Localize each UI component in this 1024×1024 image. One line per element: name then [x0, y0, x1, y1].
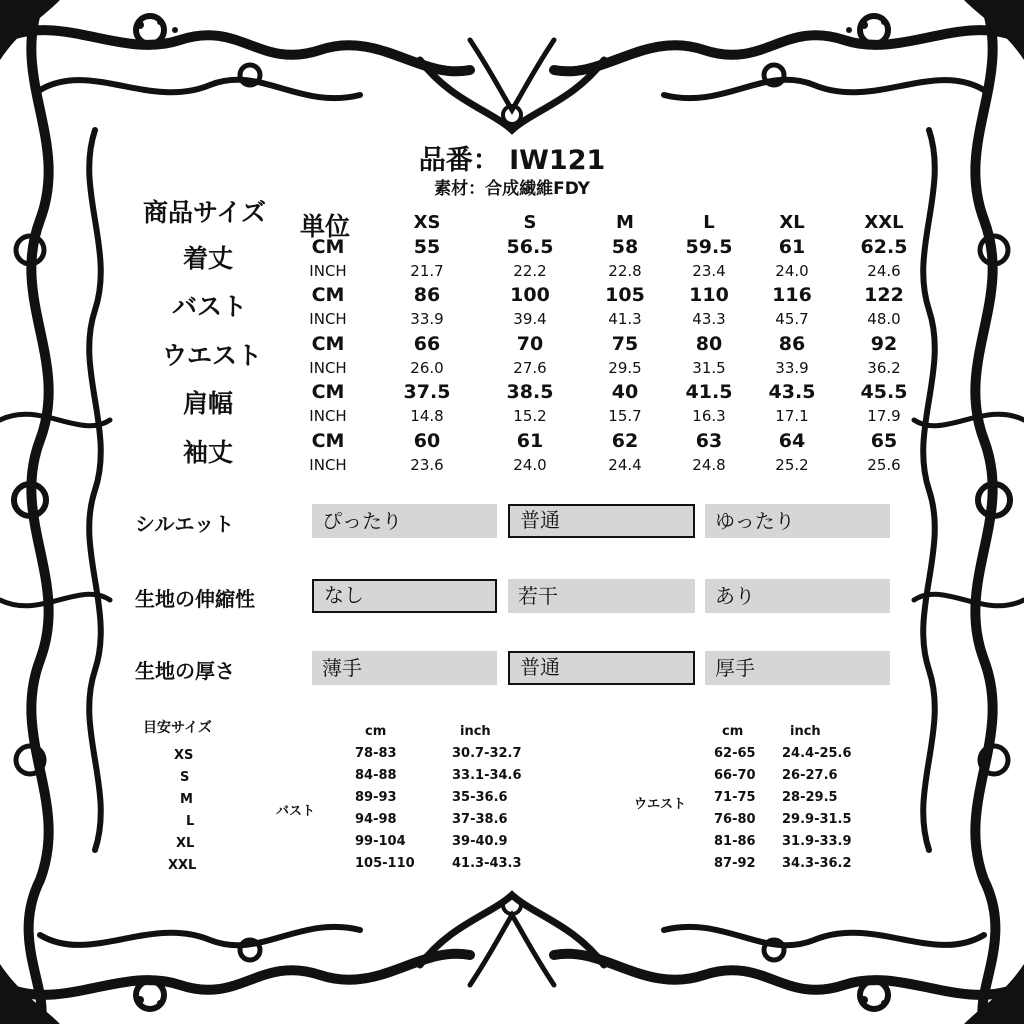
bust-cm-header: cm: [365, 724, 387, 739]
unit-inch-label: INCH: [309, 310, 347, 328]
cm-value: 55: [413, 236, 441, 258]
reference-value: 81-86: [714, 834, 756, 849]
inch-value: 15.2: [513, 407, 547, 425]
unit-cm-label: CM: [311, 333, 345, 355]
size-row-label: 着丈: [183, 244, 234, 273]
attribute-option: ぴったり: [312, 504, 497, 538]
reference-value: 33.1-34.6: [452, 768, 522, 783]
size-row-label: ウエスト: [162, 341, 263, 370]
cm-value: 61: [778, 236, 806, 258]
size-row-label: 袖丈: [183, 438, 234, 467]
reference-size-label: M: [180, 792, 193, 807]
inch-value: 14.8: [410, 407, 444, 425]
inch-value: 24.4: [608, 456, 642, 474]
unit-inch-label: INCH: [309, 456, 347, 474]
inch-value: 29.5: [608, 359, 642, 377]
cm-value: 56.5: [506, 236, 554, 258]
inch-value: 24.0: [513, 456, 547, 474]
attribute-option: ゆったり: [705, 504, 890, 538]
cm-value: 37.5: [403, 381, 451, 403]
inch-value: 24.6: [867, 262, 901, 280]
size-row-label: 肩幅: [183, 389, 234, 418]
cm-value: 60: [413, 430, 441, 452]
cm-value: 65: [870, 430, 898, 452]
cm-value: 66: [413, 333, 441, 355]
attribute-option: あり: [705, 579, 890, 613]
cm-value: 45.5: [860, 381, 908, 403]
inch-value: 23.4: [692, 262, 726, 280]
material-text: 素材：合成繊維FDY: [434, 179, 590, 199]
product-code: 品番： IW121: [418, 145, 606, 176]
inch-value: 17.1: [775, 407, 809, 425]
cm-value: 40: [611, 381, 639, 403]
cm-value: 70: [516, 333, 544, 355]
bust-inch-header: inch: [460, 724, 491, 739]
cm-value: 75: [611, 333, 639, 355]
reference-value: 39-40.9: [452, 834, 508, 849]
reference-value: 84-88: [355, 768, 397, 783]
reference-size-label: XL: [176, 836, 195, 851]
reference-value: 34.3-36.2: [782, 856, 852, 871]
cm-value: 116: [772, 284, 812, 306]
reference-value: 76-80: [714, 812, 756, 827]
reference-value: 24.4-25.6: [782, 746, 852, 761]
unit-cm-label: CM: [311, 381, 345, 403]
inch-value: 36.2: [867, 359, 901, 377]
inch-value: 48.0: [867, 310, 901, 328]
cm-value: 59.5: [685, 236, 733, 258]
cm-value: 92: [870, 333, 898, 355]
unit-inch-label: INCH: [309, 262, 347, 280]
reference-value: 71-75: [714, 790, 756, 805]
inch-value: 43.3: [692, 310, 726, 328]
cm-value: 58: [611, 236, 639, 258]
cm-value: 105: [605, 284, 645, 306]
inch-value: 39.4: [513, 310, 547, 328]
reference-value: 28-29.5: [782, 790, 838, 805]
cm-value: 110: [689, 284, 729, 306]
inch-value: 23.6: [410, 456, 444, 474]
reference-size-label: XXL: [168, 858, 197, 873]
reference-value: 62-65: [714, 746, 756, 761]
attribute-label: 生地の伸縮性: [135, 587, 255, 611]
inch-value: 15.7: [608, 407, 642, 425]
inch-value: 33.9: [410, 310, 444, 328]
reference-value: 89-93: [355, 790, 397, 805]
cm-value: 63: [695, 430, 723, 452]
reference-value: 41.3-43.3: [452, 856, 522, 871]
cm-value: 41.5: [685, 381, 733, 403]
waist-label: ウエスト: [634, 797, 687, 812]
reference-value: 26-27.6: [782, 768, 838, 783]
inch-value: 27.6: [513, 359, 547, 377]
attribute-label: シルエット: [135, 512, 235, 536]
reference-value: 30.7-32.7: [452, 746, 522, 761]
inch-value: 16.3: [692, 407, 726, 425]
waist-inch-header: inch: [790, 724, 821, 739]
reference-value: 94-98: [355, 812, 397, 827]
reference-value: 31.9-33.9: [782, 834, 852, 849]
reference-value: 99-104: [355, 834, 406, 849]
size-header-m: M: [616, 212, 634, 233]
reference-value: 78-83: [355, 746, 397, 761]
attribute-option: 若干: [508, 579, 695, 613]
cm-value: 61: [516, 430, 544, 452]
inch-value: 25.6: [867, 456, 901, 474]
reference-value: 105-110: [355, 856, 415, 871]
size-header-s: S: [523, 212, 537, 233]
attribute-option: 普通: [508, 651, 695, 685]
reference-size-label: L: [186, 814, 195, 829]
inch-value: 24.0: [775, 262, 809, 280]
cm-value: 62.5: [860, 236, 908, 258]
cm-value: 64: [778, 430, 806, 452]
reference-title: 目安サイズ: [143, 720, 212, 736]
unit-cm-label: CM: [311, 430, 345, 452]
attribute-option: なし: [312, 579, 497, 613]
size-row-label: バスト: [172, 292, 248, 321]
cm-value: 38.5: [506, 381, 554, 403]
unit-inch-label: INCH: [309, 407, 347, 425]
size-header-xl: XL: [779, 212, 805, 233]
bust-label: バスト: [276, 804, 316, 819]
unit-cm-label: CM: [311, 236, 345, 258]
size-section-label: 商品サイズ: [143, 198, 267, 227]
cm-value: 86: [778, 333, 806, 355]
inch-value: 24.8: [692, 456, 726, 474]
inch-value: 33.9: [775, 359, 809, 377]
reference-size-label: XS: [174, 748, 194, 763]
cm-value: 86: [413, 284, 441, 306]
reference-value: 35-36.6: [452, 790, 508, 805]
inch-value: 26.0: [410, 359, 444, 377]
reference-value: 66-70: [714, 768, 756, 783]
inch-value: 41.3: [608, 310, 642, 328]
unit-inch-label: INCH: [309, 359, 347, 377]
cm-value: 100: [510, 284, 550, 306]
cm-value: 62: [611, 430, 639, 452]
reference-size-label: S: [180, 770, 190, 785]
reference-value: 87-92: [714, 856, 756, 871]
cm-value: 80: [695, 333, 723, 355]
reference-value: 37-38.6: [452, 812, 508, 827]
attribute-label: 生地の厚さ: [135, 659, 235, 683]
unit-cm-label: CM: [311, 284, 345, 306]
size-header-xs: XS: [413, 212, 441, 233]
attribute-option: 厚手: [705, 651, 890, 685]
cm-value: 122: [864, 284, 904, 306]
inch-value: 25.2: [775, 456, 809, 474]
attribute-option: 普通: [508, 504, 695, 538]
attribute-option: 薄手: [312, 651, 497, 685]
reference-value: 29.9-31.5: [782, 812, 852, 827]
inch-value: 17.9: [867, 407, 901, 425]
size-header-xxl: XXL: [864, 212, 904, 233]
cm-value: 43.5: [768, 381, 816, 403]
waist-cm-header: cm: [722, 724, 744, 739]
inch-value: 22.8: [608, 262, 642, 280]
size-header-l: L: [703, 212, 715, 233]
unit-header: 単位: [300, 212, 351, 241]
inch-value: 45.7: [775, 310, 809, 328]
inch-value: 31.5: [692, 359, 726, 377]
inch-value: 21.7: [410, 262, 444, 280]
inch-value: 22.2: [513, 262, 547, 280]
